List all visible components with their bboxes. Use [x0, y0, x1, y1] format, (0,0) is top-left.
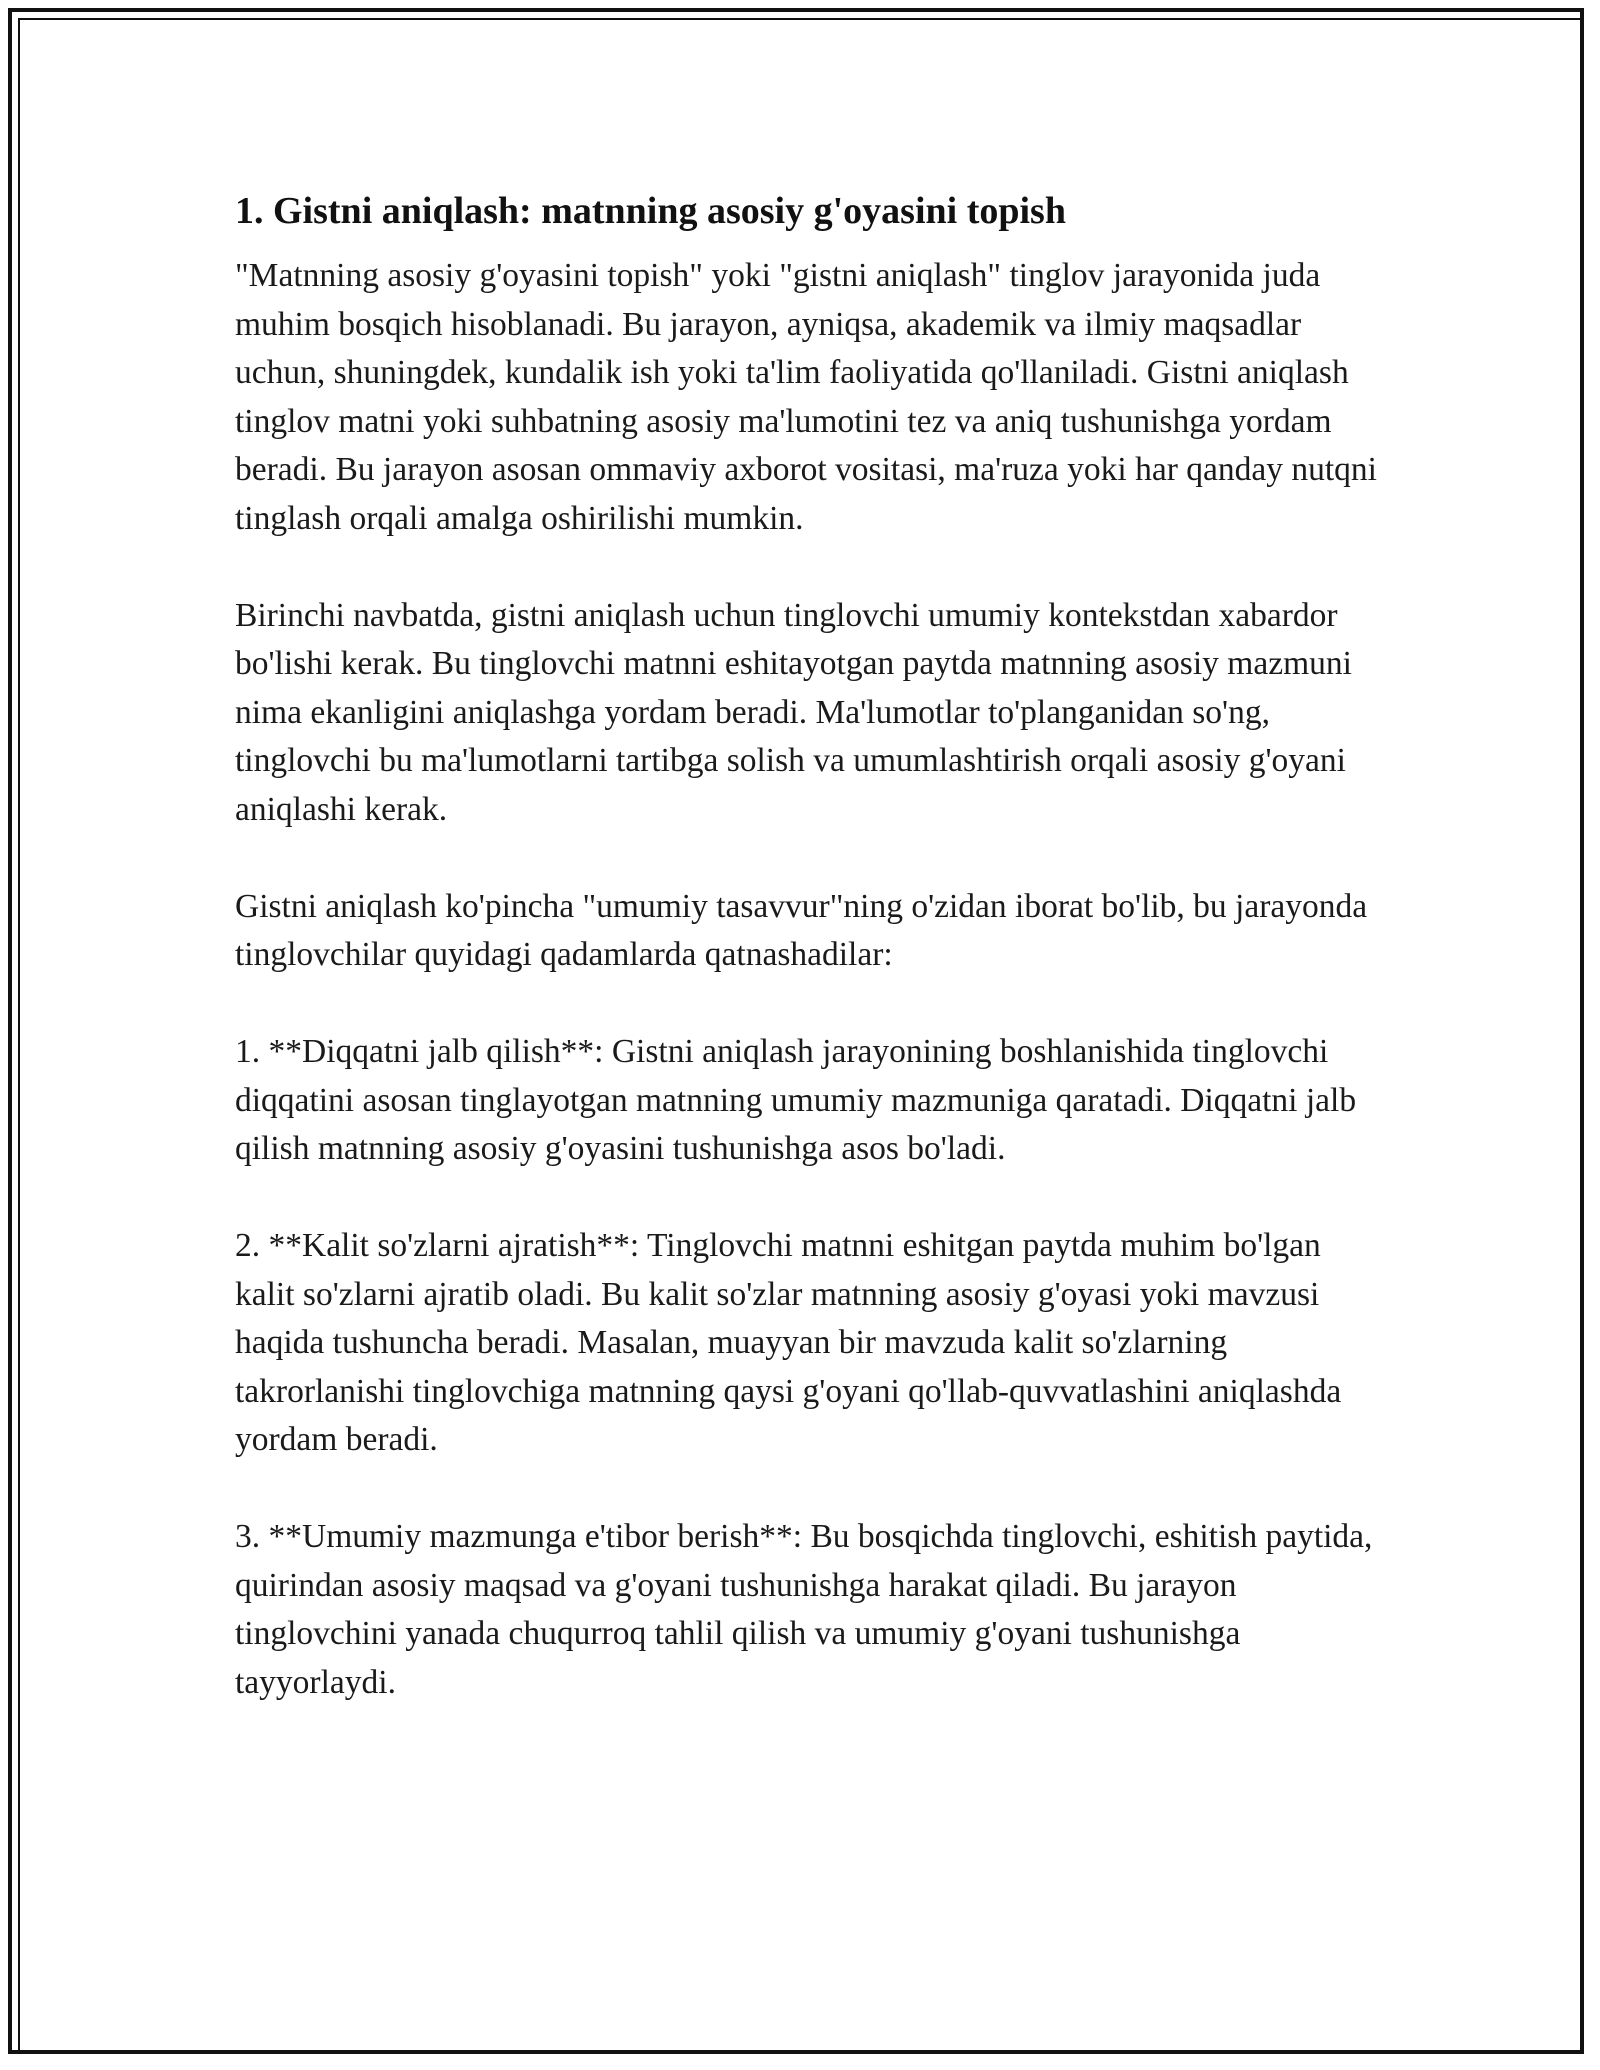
- paragraph-context: Birinchi navbatda, gistni aniqlash uchun tinglovchi umumiy kontekstdan xabardor bo'lishi kerak. Bu tinglovchi matnni eshitayotgan paytda matnning asosiy mazmuni nima ekanligini aniqlashga yordam beradi. Ma'lumotlar to'planganidan so'ng, tinglovchi bu ma'lumotlarni tartibga solish va umumlashtirish orqali asosiy g'oyani aniqlashi kerak.: [235, 596, 1352, 828]
- paragraph-steps-intro: Gistni aniqlash ko'pincha "umumiy tasavvur"ning o'zidan iborat bo'lib, bu jarayonda tinglovchilar quyidagi qadamlarda qatnashadilar:: [235, 887, 1368, 973]
- document-body: [235, 186, 1385, 1756]
- list-item-step-1: 1. **Diqqatni jalb qilish**: Gistni aniqlash jarayonining boshlanishida tinglovchi diqqatini asosan tinglayotgan matnning umumiy mazmuniga qaratadi. Diqqatni jalb qilish matnning asosiy g'oyasini tushunishga asos bo'ladi.: [235, 1033, 1357, 1167]
- paragraph-intro: "Matnning asosiy g'oyasini topish" yoki "gistni aniqlash" tinglov jarayonida juda muhim bosqich hisoblanadi. Bu jarayon, ayniqsa, akademik va ilmiy maqsadlar uchun, shuningdek, kundalik ish yoki ta'lim faoliyatida qo'llaniladi. Gistni aniqlash tinglov matni yoki suhbatning asosiy ma'lumotini tez va aniq tushunishga yordam beradi. Bu jarayon asosan ommaviy axborot vositasi, ma'ruza yoki har qanday nutqni tinglash orqali amalga oshirilishi mumkin.: [235, 257, 1377, 537]
- list-item-step-3: 3. **Umumiy mazmunga e'tibor berish**: Bu bosqichda tinglovchi, eshitish paytida, quirindan asosiy maqsad va g'oyani tushunishga harakat qiladi. Bu jarayon tinglovchini yanada chuqurroq tahlil qilish va umumiy g'oyani tushunishga tayyorlaydi.: [235, 1518, 1373, 1701]
- section-heading: 1. Gistni aniqlash: matnning asosiy g'oyasini topish: [235, 190, 1066, 232]
- list-item-step-2: 2. **Kalit so'zlarni ajratish**: Tinglovchi matnni eshitgan paytda muhim bo'lgan kalit so'zlarni ajratib oladi. Bu kalit so'zlar matnning asosiy g'oyasi yoki mavzusi haqida tushuncha beradi. Masalan, muayyan bir mavzuda kalit so'zlarning takrorlanishi tinglovchiga matnning qaysi g'oyani qo'llab-quvvatlashini aniqlashda yordam beradi.: [235, 1227, 1342, 1458]
